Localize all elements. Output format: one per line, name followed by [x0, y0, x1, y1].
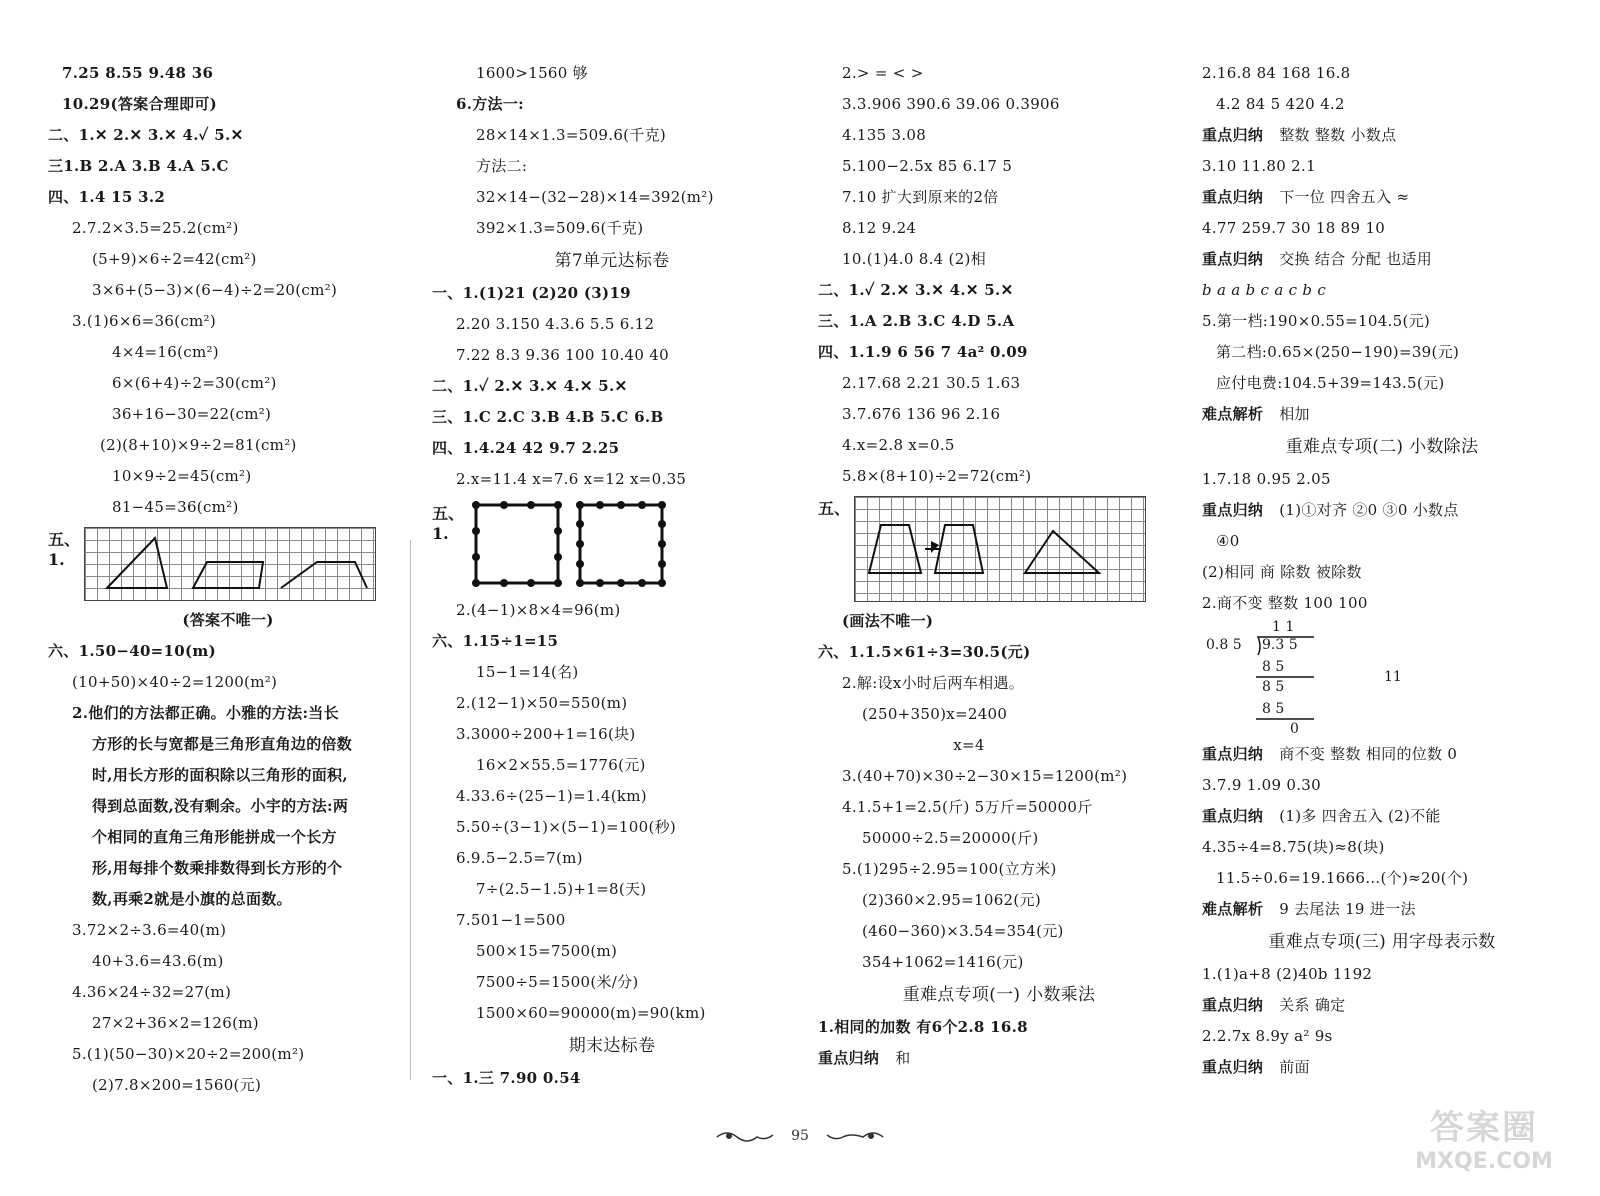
answer-line: 六、1.1.5×61÷3=30.5(元): [818, 643, 1031, 661]
figure-row: [432, 501, 792, 589]
key-summary-tag: 重点归纳: [1202, 1058, 1264, 1076]
answer-line: (2)相同 商 除数 被除数: [1202, 563, 1362, 581]
answer-line: 3.3.906 390.6 39.06 0.3906: [842, 95, 1060, 113]
long-division: [1202, 619, 1402, 739]
answer-line: 二、1.✓ 2.✕ 3.✕ 4.✕ 5.✕: [818, 281, 1014, 299]
answer-line: 2.7.2×3.5=25.2(cm²): [72, 219, 239, 237]
answer-line: 5.50÷(3−1)×(5−1)=100(秒): [456, 818, 677, 836]
figure-label: 五、1.: [48, 530, 81, 569]
key-summary-line: [818, 1043, 1180, 1074]
answer-line: 第二档:0.65×(250−190)=39(元): [1216, 343, 1460, 361]
answer-line: 六、1.50−40=10(m): [48, 642, 216, 660]
key-summary-tag: 重点归纳: [1202, 501, 1264, 519]
answer-line: 3.72×2÷3.6=40(m): [72, 921, 227, 939]
division-step: 8 5: [1262, 659, 1285, 675]
answer-line: 2.16.8 84 168 16.8: [1202, 64, 1351, 82]
figure-row: [48, 527, 408, 601]
right-ornament-icon: [825, 1129, 885, 1143]
answer-line: 1600>1560 够: [476, 64, 588, 82]
answer-line: 2.解:设x小时后两车相遇。: [842, 674, 1025, 692]
key-summary-text: 和: [895, 1049, 911, 1067]
answer-line: 3.3000÷200+1=16(块): [456, 725, 636, 743]
difficulty-analysis-tag: 难点解析: [1202, 405, 1264, 423]
answer-line: 1.7.18 0.95 2.05: [1202, 470, 1331, 488]
answer-line: 方形的长与宽都是三角形直角边的倍数: [92, 735, 353, 753]
answer-line: 四、1.4.24 42 9.7 2.25: [432, 439, 620, 457]
answer-line: 5.(1)295÷2.95=100(立方米): [842, 860, 1057, 878]
section-title: 第7单元达标卷: [554, 251, 670, 271]
division-lines: [1202, 619, 1402, 739]
division-divisor: 0.8 5: [1206, 637, 1242, 653]
answer-line: 4.33.6÷(25−1)=1.4(km): [456, 787, 647, 805]
answer-line: 1500×60=90000(m)=90(km): [476, 1004, 706, 1022]
division-side-note: 11: [1384, 669, 1402, 685]
answer-line: 354+1062=1416(元): [862, 953, 1024, 971]
answer-line: 36+16−30=22(cm²): [112, 405, 272, 423]
key-summary-tag: 重点归纳: [1202, 745, 1264, 763]
answer-line: 4×4=16(cm²): [112, 343, 219, 361]
answer-line: 二、1.✓ 2.✕ 3.✕ 4.✕ 5.✕: [432, 377, 628, 395]
answer-line: 方法二:: [476, 157, 528, 175]
key-summary-text: 整数 整数 小数点: [1279, 126, 1397, 144]
answer-line: 4.1.5+1=2.5(斤) 5万斤=50000斤: [842, 798, 1093, 816]
answer-line: 392×1.3=509.6(千克): [476, 219, 644, 237]
answer-line: 1.相同的加数 有6个2.8 16.8: [818, 1018, 1028, 1036]
division-quotient: 1 1: [1272, 619, 1295, 635]
answer-line: 三、1.A 2.B 3.C 4.D 5.A: [818, 312, 1015, 330]
column-4: [1202, 58, 1562, 1083]
answer-line: 2.x=11.4 x=7.6 x=12 x=0.35: [456, 470, 687, 488]
answer-line: 3.7.9 1.09 0.30: [1202, 776, 1321, 794]
answer-line: 6.方法一:: [456, 95, 524, 113]
answer-line: 一、1.三 7.90 0.54: [432, 1069, 581, 1087]
key-summary-line: [1202, 739, 1562, 770]
key-summary-tag: 重点归纳: [1202, 188, 1264, 206]
answer-line: 15−1=14(名): [476, 663, 579, 681]
difficulty-analysis-text: 相加: [1279, 405, 1310, 423]
answer-line: 16×2×55.5=1776(元): [476, 756, 646, 774]
answer-line: 8.12 9.24: [842, 219, 917, 237]
watermark-logo: [1404, 1100, 1564, 1174]
answer-line: 个相同的直角三角形能拼成一个长方: [92, 828, 337, 846]
key-summary-text: 前面: [1279, 1058, 1310, 1076]
answer-line: 27×2+36×2=126(m): [92, 1014, 259, 1032]
answer-line: 二、1.✕ 2.✕ 3.✕ 4.✓ 5.✕: [48, 126, 244, 144]
answer-line: 4.2 84 5 420 4.2: [1216, 95, 1345, 113]
key-summary-line: [1202, 182, 1562, 213]
answer-line: 2.> = < >: [842, 64, 924, 82]
figure-note: (答案不唯一): [182, 611, 274, 629]
answer-line: 4.35÷4=8.75(块)≈8(块): [1202, 838, 1385, 856]
division-remainder: 0: [1290, 721, 1299, 737]
column-3: [818, 58, 1180, 1074]
answer-line: 4.135 3.08: [842, 126, 927, 144]
figure-label: 五、: [818, 499, 851, 518]
answer-line: 6.9.5−2.5=7(m): [456, 849, 583, 867]
section-title: 期末达标卷: [568, 1036, 656, 1056]
section-title: 重难点专项(一) 小数乘法: [902, 985, 1096, 1005]
answer-line: 2.20 3.150 4.3.6 5.5 6.12: [456, 315, 655, 333]
column-divider: [410, 540, 411, 1080]
key-summary-line: [1202, 120, 1562, 151]
answer-line: 2.商不变 整数 100 100: [1202, 594, 1368, 612]
key-summary-line: [1202, 244, 1562, 275]
answer-line: 32×14−(32−28)×14=392(m²): [476, 188, 714, 206]
key-summary-tag: 重点归纳: [1202, 996, 1264, 1014]
answer-line: 三、1.C 2.C 3.B 4.B 5.C 6.B: [432, 408, 664, 426]
answer-line: 3.7.676 136 96 2.16: [842, 405, 1001, 423]
answer-line: 3.10 11.80 2.1: [1202, 157, 1316, 175]
key-summary-text: 商不变 整数 相同的位数 0: [1279, 745, 1458, 763]
grid-figure: [854, 496, 1146, 602]
page-number: 95: [791, 1128, 809, 1144]
trapezoid-drawing: [855, 497, 1145, 601]
answer-line: 4.77 259.7 30 18 89 10: [1202, 219, 1386, 237]
answer-line: 2.17.68 2.21 30.5 1.63: [842, 374, 1021, 392]
key-summary-text: 下一位 四舍五入 ≈: [1279, 188, 1410, 206]
column-1: [48, 58, 408, 1101]
answer-line: 40+3.6=43.6(m): [92, 952, 224, 970]
dot-squares-drawing: [468, 501, 678, 589]
column-2: [432, 58, 792, 1094]
answer-line: 7.10 扩大到原来的2倍: [842, 188, 999, 206]
answer-line: (2)360×2.95=1062(元): [862, 891, 1041, 909]
division-step: 8 5: [1262, 679, 1285, 695]
difficulty-analysis-tag: 难点解析: [1202, 900, 1264, 918]
key-summary-tag: 重点归纳: [1202, 126, 1264, 144]
answer-line: 得到总面数,没有剩余。小宇的方法:两: [92, 797, 349, 815]
answer-line: 1.(1)a+8 (2)40b 1192: [1202, 965, 1373, 983]
key-summary-text: (1)多 四舍五入 (2)不能: [1279, 807, 1441, 825]
section-title: 重难点专项(三) 用字母表示数: [1268, 932, 1496, 952]
answer-line: 28×14×1.3=509.6(千克): [476, 126, 667, 144]
answer-line: 5.8×(8+10)÷2=72(cm²): [842, 467, 1032, 485]
difficulty-analysis-line: [1202, 894, 1562, 925]
answer-line: 11.5÷0.6=19.1666…(个)≈20(个): [1216, 869, 1469, 887]
answer-line: 应付电费:104.5+39=143.5(元): [1216, 374, 1445, 392]
answer-line: 2.2.7x 8.9y a² 9s: [1202, 1027, 1333, 1045]
answer-line: 六、1.15÷1=15: [432, 632, 559, 650]
difficulty-analysis-text: 9 去尾法 19 进一法: [1279, 900, 1416, 918]
answer-line: 2.(12−1)×50=550(m): [456, 694, 628, 712]
answer-line: 7500÷5=1500(米/分): [476, 973, 639, 991]
division-dividend: 9.3 5: [1262, 637, 1298, 653]
key-summary-line: [1202, 495, 1562, 526]
watermark-bottom: MXQE.COM: [1415, 1149, 1553, 1174]
key-summary-text: 关系 确定: [1279, 996, 1346, 1014]
key-summary-tag: 重点归纳: [1202, 807, 1264, 825]
answer-line: 7.501−1=500: [456, 911, 566, 929]
division-step: 8 5: [1262, 701, 1285, 717]
key-summary-text: (1)①对齐 ②0 ③0 小数点: [1279, 501, 1459, 519]
answer-line: 四、1.4 15 3.2: [48, 188, 166, 206]
answer-line: 3.(40+70)×30÷2−30×15=1200(m²): [842, 767, 1128, 785]
answer-line: (460−360)×3.54=354(元): [862, 922, 1064, 940]
answer-line: 50000÷2.5=20000(斤): [862, 829, 1039, 847]
answer-line: 2.(4−1)×8×4=96(m): [456, 601, 621, 619]
answer-line: 4.x=2.8 x=0.5: [842, 436, 955, 454]
answer-line: 2.他们的方法都正确。小雅的方法:当长: [72, 704, 339, 722]
answer-line: 7.22 8.3 9.36 100 10.40 40: [456, 346, 669, 364]
watermark-top: 答案圈: [1430, 1108, 1538, 1148]
answer-line: 4.36×24÷32=27(m): [72, 983, 232, 1001]
answer-line: 5.(1)(50−30)×20÷2=200(m²): [72, 1045, 305, 1063]
page-footer: [0, 1128, 1600, 1144]
answer-line: 10×9÷2=45(cm²): [112, 467, 252, 485]
answer-line: 三1.B 2.A 3.B 4.A 5.C: [48, 157, 229, 175]
answer-line: 时,用长方形的面积除以三角形的面积,: [92, 766, 348, 784]
answer-line: 500×15=7500(m): [476, 942, 618, 960]
figure-note: (画法不唯一): [842, 612, 934, 630]
answer-line: x=4: [953, 736, 985, 754]
key-summary-line: [1202, 990, 1562, 1021]
figure-row: [818, 496, 1180, 602]
answer-line: 3×6+(5−3)×(6−4)÷2=20(cm²): [92, 281, 338, 299]
difficulty-analysis-line: [1202, 399, 1562, 430]
answer-line: 3.(1)6×6=36(cm²): [72, 312, 217, 330]
answer-line: 7÷(2.5−1.5)+1=8(天): [476, 880, 647, 898]
answer-line: (250+350)x=2400: [862, 705, 1008, 723]
answer-line: 7.25 8.55 9.48 36: [62, 64, 214, 82]
answer-line: 形,用每排个数乘排数得到长方形的个: [92, 859, 343, 877]
answer-line: 10.(1)4.0 8.4 (2)相: [842, 250, 986, 268]
answer-line: (10+50)×40÷2=1200(m²): [72, 673, 278, 691]
shapes-drawing: [85, 528, 375, 600]
key-summary-tag: 重点归纳: [1202, 250, 1264, 268]
answer-line: 10.29(答案合理即可): [62, 95, 218, 113]
answer-line: (5+9)×6÷2=42(cm²): [92, 250, 257, 268]
section-title: 重难点专项(二) 小数除法: [1285, 437, 1479, 457]
grid-figure: [84, 527, 376, 601]
answer-line: (2)(8+10)×9÷2=81(cm²): [100, 436, 297, 454]
answer-line: 6×(6+4)÷2=30(cm²): [112, 374, 277, 392]
answer-line: 5.第一档:190×0.55=104.5(元): [1202, 312, 1431, 330]
key-summary-text: 交换 结合 分配 也适用: [1279, 250, 1433, 268]
left-ornament-icon: [715, 1129, 775, 1143]
key-summary-line: [1202, 1052, 1562, 1083]
answer-line: (2)7.8×200=1560(元): [92, 1076, 262, 1094]
answer-line: 一、1.(1)21 (2)20 (3)19: [432, 284, 631, 302]
answer-line: 四、1.1.9 6 56 7 4a² 0.09: [818, 343, 1028, 361]
key-summary-tag: 重点归纳: [818, 1049, 880, 1067]
figure-label: 五、1.: [432, 504, 465, 543]
answer-line: ④0: [1216, 532, 1240, 550]
answer-line: 5.100−2.5x 85 6.17 5: [842, 157, 1013, 175]
letter-answers: b a a b c a c b c: [1202, 281, 1327, 299]
answer-line: 数,再乘2就是小旗的总面数。: [92, 890, 292, 908]
key-summary-line: [1202, 801, 1562, 832]
answer-line: 81−45=36(cm²): [112, 498, 239, 516]
